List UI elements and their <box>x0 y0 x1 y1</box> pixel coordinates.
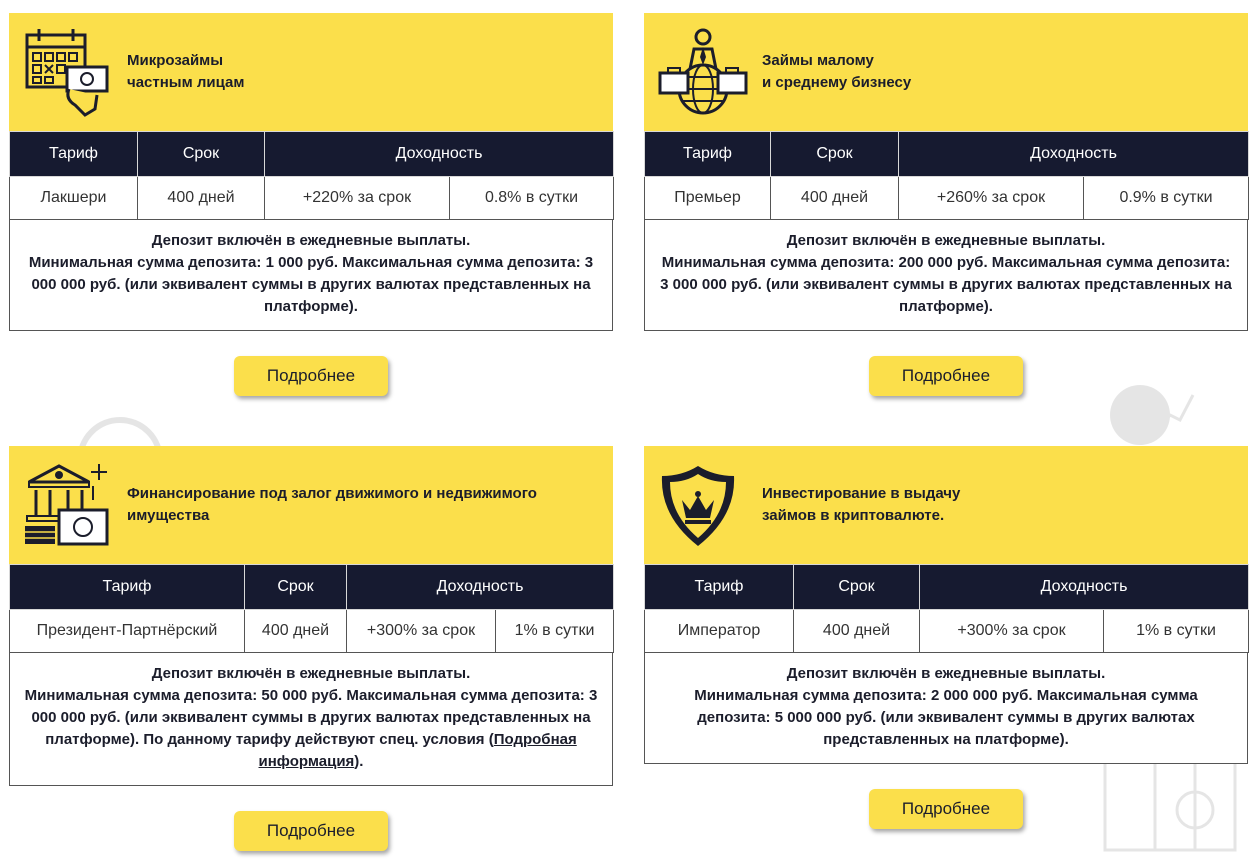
header-tariff: Тариф <box>10 565 245 610</box>
background-chart-icon <box>1105 375 1195 455</box>
description-line1: Депозит включён в ежедневные выплаты. <box>151 665 471 682</box>
tariff-name: Президент-Партнёрский <box>10 610 245 653</box>
header-yield: Доходность <box>899 132 1249 177</box>
tariff-description <box>9 653 613 786</box>
tariff-daily-yield: 0.8% в сутки <box>450 177 614 220</box>
description-text: Минимальная сумма депозита: 50 000 руб. Максимальная сумма депозита: 3 000 000 руб. (или эквивалент суммы в других валютах представленных на платформе). По данному тарифу действуют спец. условия ( <box>24 687 598 748</box>
header-tariff: Тариф <box>645 565 794 610</box>
card-crypto-investing <box>644 446 1248 764</box>
table-header-row <box>10 565 614 610</box>
tariff-table <box>644 131 1249 220</box>
card-microloans <box>9 13 613 331</box>
card-title: Финансирование под залог движимого и недвижимого имущества <box>127 485 537 524</box>
tariff-name: Император <box>645 610 794 653</box>
table-row <box>10 177 614 220</box>
tariff-table <box>644 564 1249 653</box>
bank-building-icon <box>23 460 113 550</box>
tariff-total-yield: +220% за срок <box>265 177 450 220</box>
header-yield: Доходность <box>265 132 614 177</box>
details-link[interactable]: Подробная информация <box>258 731 577 770</box>
header-yield: Доходность <box>920 565 1249 610</box>
header-term: Срок <box>794 565 920 610</box>
tariff-description <box>9 220 613 331</box>
tariff-description <box>644 220 1248 331</box>
header-yield: Доходность <box>347 565 614 610</box>
tariff-description <box>644 653 1248 764</box>
tariff-total-yield: +300% за срок <box>347 610 496 653</box>
tariff-name: Премьер <box>645 177 771 220</box>
calendar-money-icon <box>23 27 113 117</box>
card-title: Инвестирование в выдачу займов в криптовалюте. <box>762 485 961 524</box>
tariff-term: 400 дней <box>794 610 920 653</box>
description-line1: Депозит включён в ежедневные выплаты. <box>786 665 1106 682</box>
card-header <box>9 446 613 564</box>
table-header-row <box>10 132 614 177</box>
tariff-total-yield: +260% за срок <box>899 177 1084 220</box>
tariff-daily-yield: 1% в сутки <box>1104 610 1249 653</box>
tariff-term: 400 дней <box>138 177 265 220</box>
description-line2: Минимальная сумма депозита: 200 000 руб. Максимальная сумма депозита: 3 000 000 руб. (или эквивалент суммы в других валютах представленных на платформе). <box>660 254 1232 315</box>
more-button-microloans[interactable]: Подробнее <box>234 356 388 396</box>
card-header <box>644 446 1248 564</box>
tariff-table <box>9 564 614 653</box>
table-row <box>10 610 614 653</box>
description-line2: Минимальная сумма депозита: 2 000 000 руб. Максимальная сумма депозита: 5 000 000 руб. (или эквивалент суммы в других валютах представленных на платформе). <box>694 687 1198 748</box>
description-line2: Минимальная сумма депозита: 1 000 руб. Максимальная сумма депозита: 3 000 000 руб. (или эквивалент суммы в других валютах представленных на платформе). <box>28 254 594 315</box>
card-secured-financing <box>9 446 613 786</box>
tariff-term: 400 дней <box>771 177 899 220</box>
header-term: Срок <box>245 565 347 610</box>
tariff-table <box>9 131 614 220</box>
description-tail: ). <box>354 753 364 770</box>
header-tariff: Тариф <box>645 132 771 177</box>
card-title: Микрозаймы частным лицам <box>127 52 245 91</box>
table-row <box>645 610 1249 653</box>
more-button-business-loans[interactable]: Подробнее <box>869 356 1023 396</box>
table-row <box>645 177 1249 220</box>
description-line1: Депозит включён в ежедневные выплаты. <box>151 232 471 249</box>
tariff-daily-yield: 1% в сутки <box>496 610 614 653</box>
more-button-secured-financing[interactable]: Подробнее <box>234 811 388 851</box>
tariff-term: 400 дней <box>245 610 347 653</box>
card-header <box>9 13 613 131</box>
card-header <box>644 13 1248 131</box>
header-term: Срок <box>138 132 265 177</box>
table-header-row <box>645 132 1249 177</box>
more-button-crypto-investing[interactable]: Подробнее <box>869 789 1023 829</box>
header-tariff: Тариф <box>10 132 138 177</box>
tariff-name: Лакшери <box>10 177 138 220</box>
description-line2 <box>22 685 600 773</box>
tariff-daily-yield: 0.9% в сутки <box>1084 177 1249 220</box>
card-business-loans <box>644 13 1248 331</box>
header-term: Срок <box>771 132 899 177</box>
crown-shield-icon <box>658 460 748 550</box>
tariff-total-yield: +300% за срок <box>920 610 1104 653</box>
table-header-row <box>645 565 1249 610</box>
card-title: Займы малому и среднему бизнесу <box>762 52 912 91</box>
business-globe-icon <box>658 27 748 117</box>
description-line1: Депозит включён в ежедневные выплаты. <box>786 232 1106 249</box>
